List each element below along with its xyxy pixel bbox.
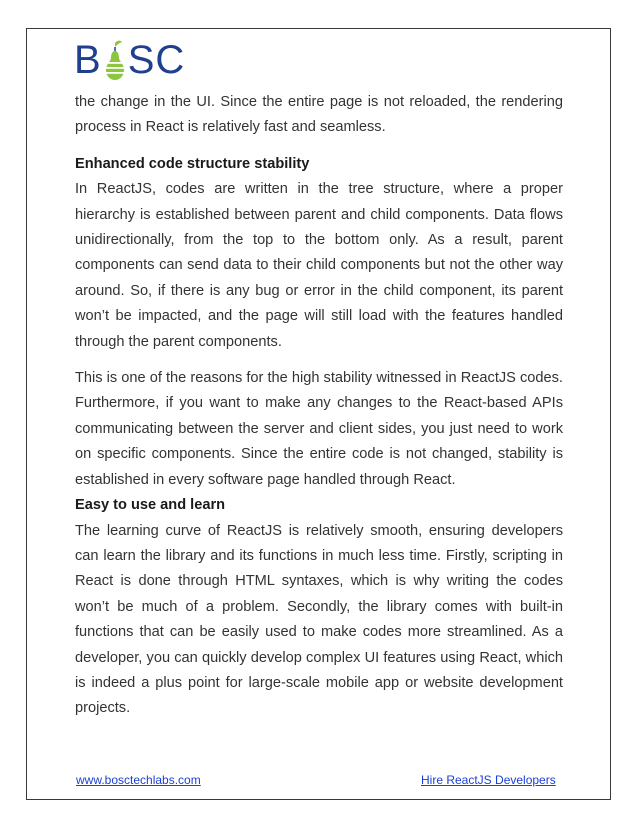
- hire-reactjs-link[interactable]: Hire ReactJS Developers: [421, 773, 556, 787]
- pear-stripe: [105, 62, 125, 64]
- website-link[interactable]: www.bosctechlabs.com: [76, 773, 201, 787]
- logo-text-right: SC: [127, 38, 186, 82]
- pear-icon: [103, 39, 127, 81]
- pear-body: [106, 51, 124, 80]
- pear-stripe: [105, 67, 125, 69]
- pear-leaf: [115, 41, 122, 47]
- paragraph-stability-reasons: This is one of the reasons for the high stability witnessed in ReactJS codes. Furthermore, if you want to make any changes to the React-based APIs communicating between the server and client sides, you just need to work on specific components. Since the entire code is not changed, stability is established in every software page handled through React.: [75, 370, 563, 488]
- paragraph-tree-structure: In ReactJS, codes are written in the tree structure, where a proper hierarchy is established between parent and child components. Data flows unidirectionally, from the top to the bottom only. As a result, parent components can send data to their child components but not the other way around. So, if there is any bug or error in the child component, its parent won’t be impacted, and the page will still load with the features handled through the parent components.: [75, 181, 563, 350]
- bosc-logo: [74, 39, 185, 81]
- document-body: [75, 90, 563, 722]
- intro-paragraph: the change in the UI. Since the entire page is not reloaded, the rendering process in React is relatively fast and seamless.: [75, 94, 563, 136]
- paragraph-learning-curve: The learning curve of ReactJS is relatively smooth, ensuring developers can learn the library and its functions in much less time. Firstly, scripting in React is done through HTML syntaxes, which is why writing the codes won’t be much of a problem. Secondly, the library comes with built-in functions that can be easily used to make codes more streamlined. As a developer, you can quickly develop complex UI features using React, which is indeed a plus point for large-scale mobile app or website development projects.: [75, 522, 563, 717]
- section-heading-stability: Enhanced code structure stability: [75, 155, 310, 172]
- logo-text-left: B: [74, 38, 102, 82]
- section-heading-easy-to-learn: Easy to use and learn: [75, 497, 226, 514]
- pear-stripe: [105, 72, 125, 74]
